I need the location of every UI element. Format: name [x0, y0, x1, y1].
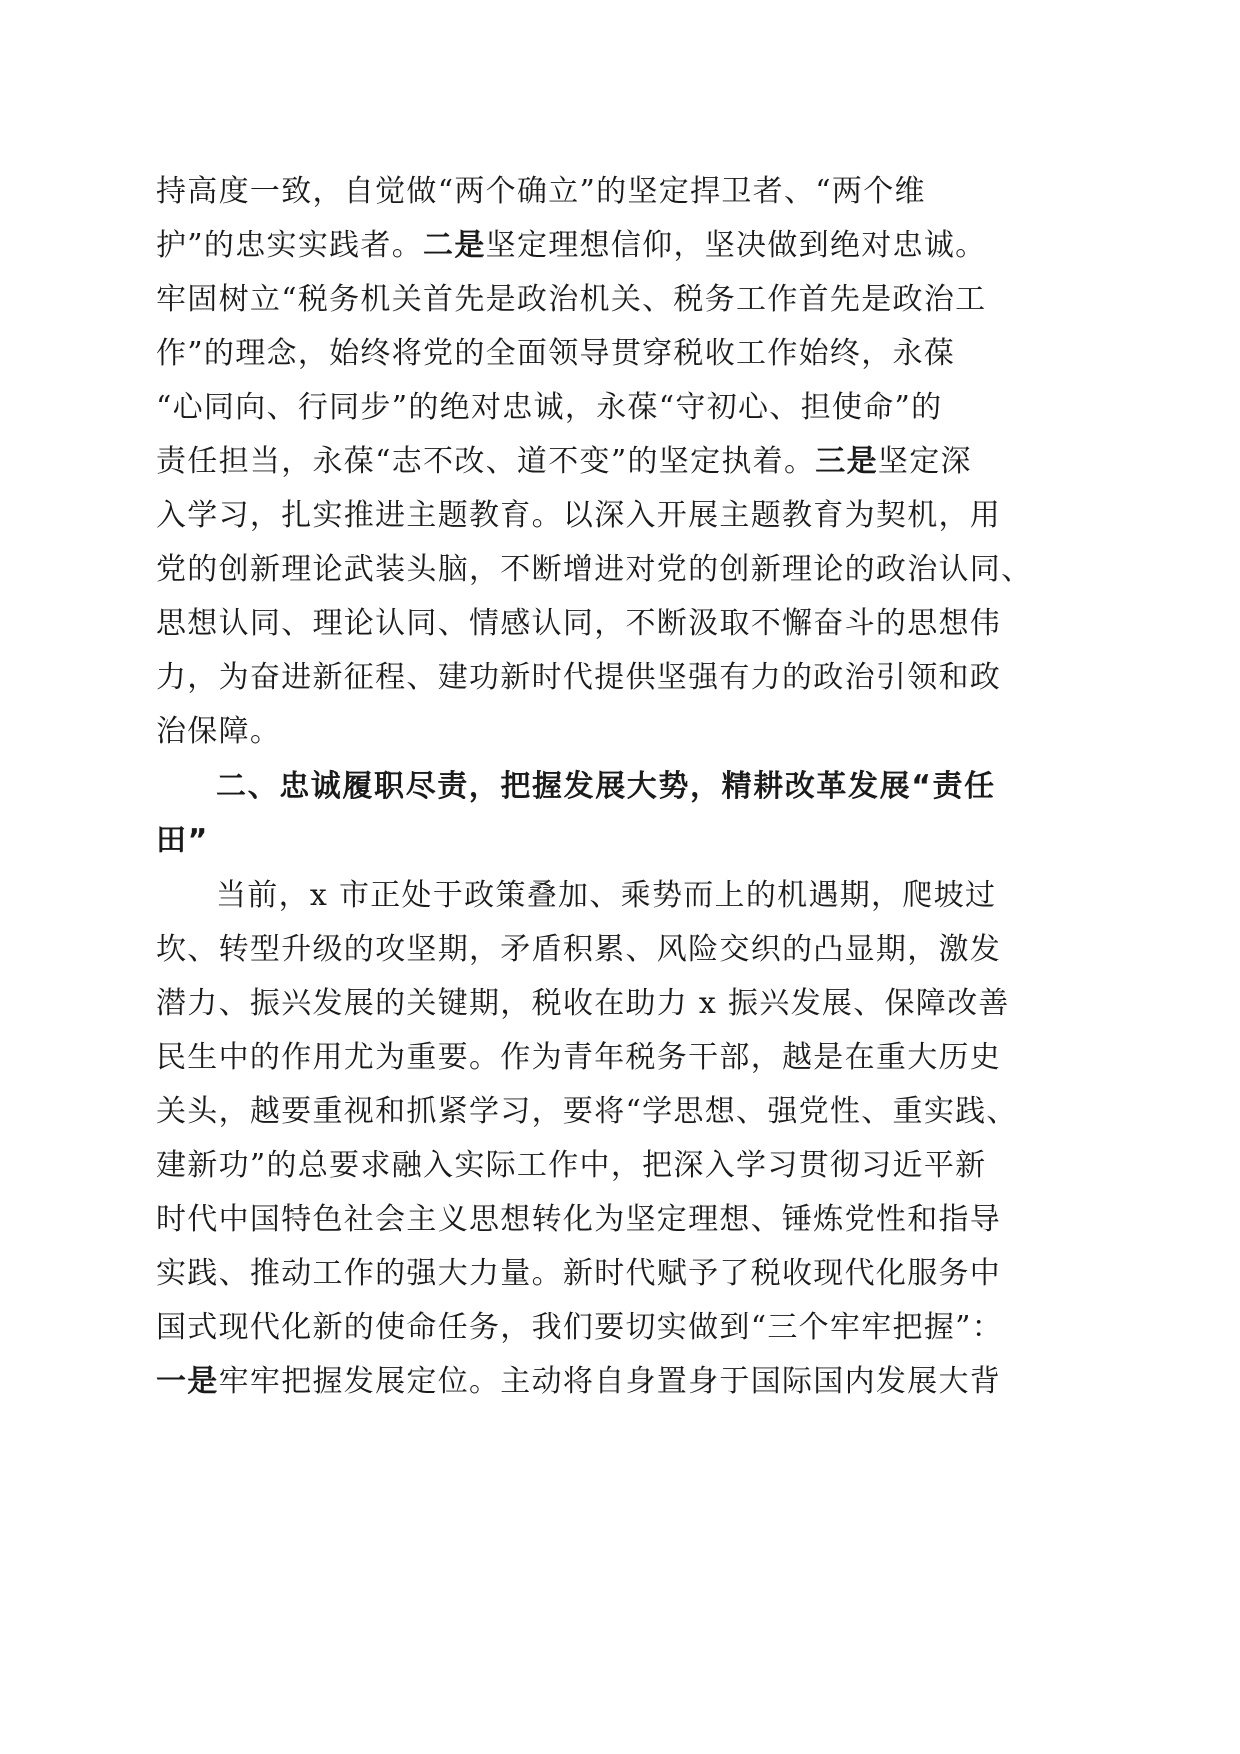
text-line: 党的创新理论武装头脑，不断增进对党的创新理论的政治认同、 — [156, 552, 1033, 587]
text-line: 时代中国特色社会主义思想转化为坚定理想、锤炼党性和指导 — [156, 1202, 1002, 1237]
text-line: 关头，越要重视和抓紧学习，要将“学思想、强党性、重实践、 — [156, 1094, 1018, 1129]
text-line: 国式现代化新的使命任务，我们要切实做到“三个牢牢把握”： — [156, 1310, 1004, 1345]
bold-lead: 二是 — [423, 228, 486, 263]
text-line: 作”的理念，始终将党的全面领导贯穿税收工作始终，永葆 — [156, 336, 956, 371]
text-line — [156, 226, 1086, 266]
text-line: 坎、转型升级的攻坚期，矛盾积累、风险交织的凸显期，激发 — [156, 932, 1002, 967]
text-line — [156, 442, 1086, 482]
text-line: 实践、推动工作的强大力量。新时代赋予了税收现代化服务中 — [156, 1256, 1002, 1291]
text-line: 思想认同、理论认同、情感认同，不断汲取不懈奋斗的思想伟 — [156, 606, 1002, 641]
text-line: 力，为奋进新征程、建功新时代提供坚强有力的政治引领和政 — [156, 660, 1002, 695]
text-line: 民生中的作用尤为重要。作为青年税务干部，越是在重大历史 — [156, 1040, 1002, 1075]
text-segment: 牢牢把握发展定位。主动将自身置身于国际国内发展大背 — [218, 1364, 1002, 1399]
text-segment: 护”的忠实实践者。 — [156, 228, 424, 263]
section-heading-continued: 田” — [156, 823, 209, 858]
text-line: 当前，x 市正处于政策叠加、乘势而上的机遇期，爬坡过 — [216, 878, 997, 913]
text-line: 入学习，扎实推进主题教育。以深入开展主题教育为契机，用 — [156, 498, 1002, 533]
section-heading: 二、忠诚履职尽责，把握发展大势，精耕改革发展“责任 — [216, 769, 996, 804]
text-segment: 坚定深 — [877, 444, 972, 479]
text-line: 牢固树立“税务机关首先是政治机关、税务工作首先是政治工 — [156, 282, 987, 317]
text-line: 治保障。 — [156, 714, 282, 749]
text-segment: 责任担当，永葆“志不改、道不变”的坚定执着。 — [156, 444, 816, 479]
bold-lead: 一是 — [156, 1364, 219, 1399]
text-line: “心同向、行同步”的绝对忠诚，永葆“守初心、担使命”的 — [156, 390, 943, 425]
text-segment: 坚定理想信仰，坚决做到绝对忠诚。 — [485, 228, 987, 263]
text-line: 潜力、振兴发展的关键期，税收在助力 x 振兴发展、保障改善 — [156, 986, 1010, 1021]
bold-lead: 三是 — [815, 444, 878, 479]
text-line: 持高度一致，自觉做“两个确立”的坚定捍卫者、“两个维 — [156, 174, 926, 209]
text-line: 建新功”的总要求融入实际工作中，把深入学习贯彻习近平新 — [156, 1148, 987, 1183]
text-line — [156, 1362, 1086, 1402]
